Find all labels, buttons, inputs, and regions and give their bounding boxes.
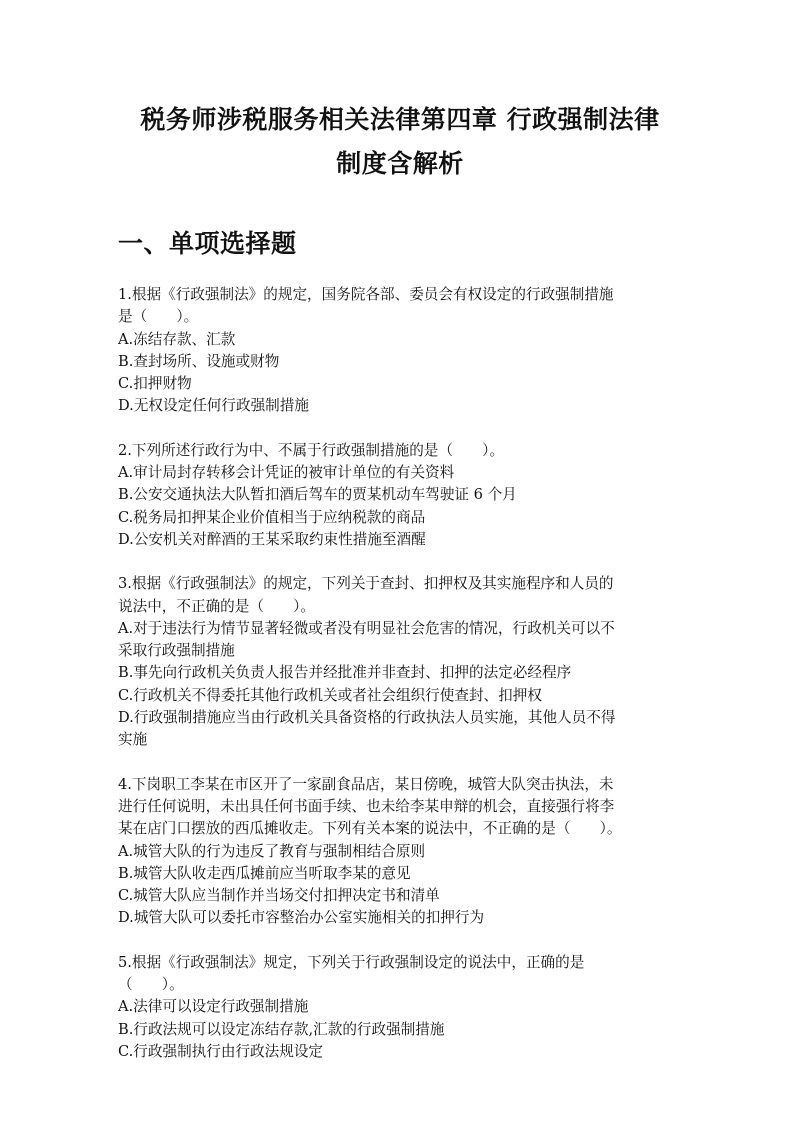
answer-option-c: C.行政强制执行由行政法规设定: [118, 1042, 324, 1060]
answer-option-d: D.城管大队可以委托市容整治办公室实施相关的扣押行为: [118, 909, 485, 927]
question-stem-line: 2.下列所述行政行为中、不属于行政强制措施的是（ ）。: [118, 441, 505, 459]
question-stem-line: 3.根据《行政强制法》的规定，下列关于查封、扣押权及其实施程序和人员的: [118, 575, 614, 593]
answer-option-c: C.扣押财物: [118, 375, 192, 393]
document-title-line-1: 税务师涉税服务相关法律第四章 行政强制法律: [140, 105, 660, 134]
question-list: [118, 284, 684, 1085]
answer-option-a: A.审计局封存转移会计凭证的被审计单位的有关资料: [118, 464, 455, 482]
answer-option-a: A.法律可以设定行政强制措施: [118, 998, 309, 1016]
question-stem-line: 4.下岗职工李某在市区开了一家副食品店，某日傍晚，城管大队突击执法，未: [118, 775, 614, 793]
question-stem-line: 1.根据《行政强制法》的规定，国务院各部、委员会有权设定的行政强制措施: [118, 286, 614, 303]
question-stem-line: 5.根据《行政强制法》规定，下列关于行政强制设定的说法中，正确的是: [118, 953, 585, 971]
question-stem-line: 说法中，不正确的是（ ）。: [118, 597, 316, 615]
document-title-line-2: 制度含解析: [336, 149, 464, 178]
question-2: [118, 440, 684, 551]
answer-option-b: B.事先向行政机关负责人报告并经批准并非查封、扣押的法定必经程序: [118, 664, 572, 682]
answer-option-a: A.对于违法行为情节显著轻微或者没有明显社会危害的情况，行政机关可以不: [118, 619, 615, 637]
answer-option-d: D.无权设定任何行政强制措施: [118, 397, 309, 415]
answer-option-b: B.公安交通执法大队暂扣酒后驾车的贾某机动车驾驶证 6 个月: [118, 486, 517, 504]
answer-option-d: D.行政强制措施应当由行政机关具备资格的行政执法人员实施，其他人员不得: [118, 709, 616, 727]
question-stem-line: （ ）。: [118, 976, 184, 994]
question-4: [118, 774, 684, 930]
section-heading: 一、单项选择题: [118, 229, 297, 258]
document-title: [100, 98, 700, 186]
answer-option-a: A.冻结存款、汇款: [118, 330, 236, 348]
answer-option-c: C.税务局扣押某企业价值相当于应纳税款的商品: [118, 508, 426, 526]
answer-option-c: C.行政机关不得委托其他行政机关或者社会组织行使查封、扣押权: [118, 686, 542, 704]
answer-option-d: 实施: [118, 731, 148, 749]
question-stem-line: 是（ ）。: [118, 308, 199, 326]
question-3: [118, 573, 684, 751]
answer-option-b: B.查封场所、设施或财物: [118, 352, 280, 370]
answer-option-a: 采取行政强制措施: [118, 642, 235, 660]
question-5: [118, 952, 684, 1063]
question-stem-line: 进行任何说明，未出具任何书面手续、也未给李某申辩的机会，直接强行将李: [118, 797, 615, 815]
question-1: [118, 284, 684, 418]
answer-option-b: B.城管大队收走西瓜摊前应当听取李某的意见: [118, 864, 411, 882]
question-stem-line: 某在店门口摆放的西瓜摊收走。下列有关本案的说法中，不正确的是（ ）。: [118, 820, 622, 838]
answer-option-b: B.行政法规可以设定冻结存款,汇款的行政强制措施: [118, 1020, 445, 1038]
answer-option-d: D.公安机关对醉酒的王某采取约束性措施至酒醒: [118, 530, 426, 548]
answer-option-a: A.城管大队的行为违反了教育与强制相结合原则: [118, 842, 426, 860]
answer-option-c: C.城管大队应当制作并当场交付扣押决定书和清单: [118, 887, 440, 905]
